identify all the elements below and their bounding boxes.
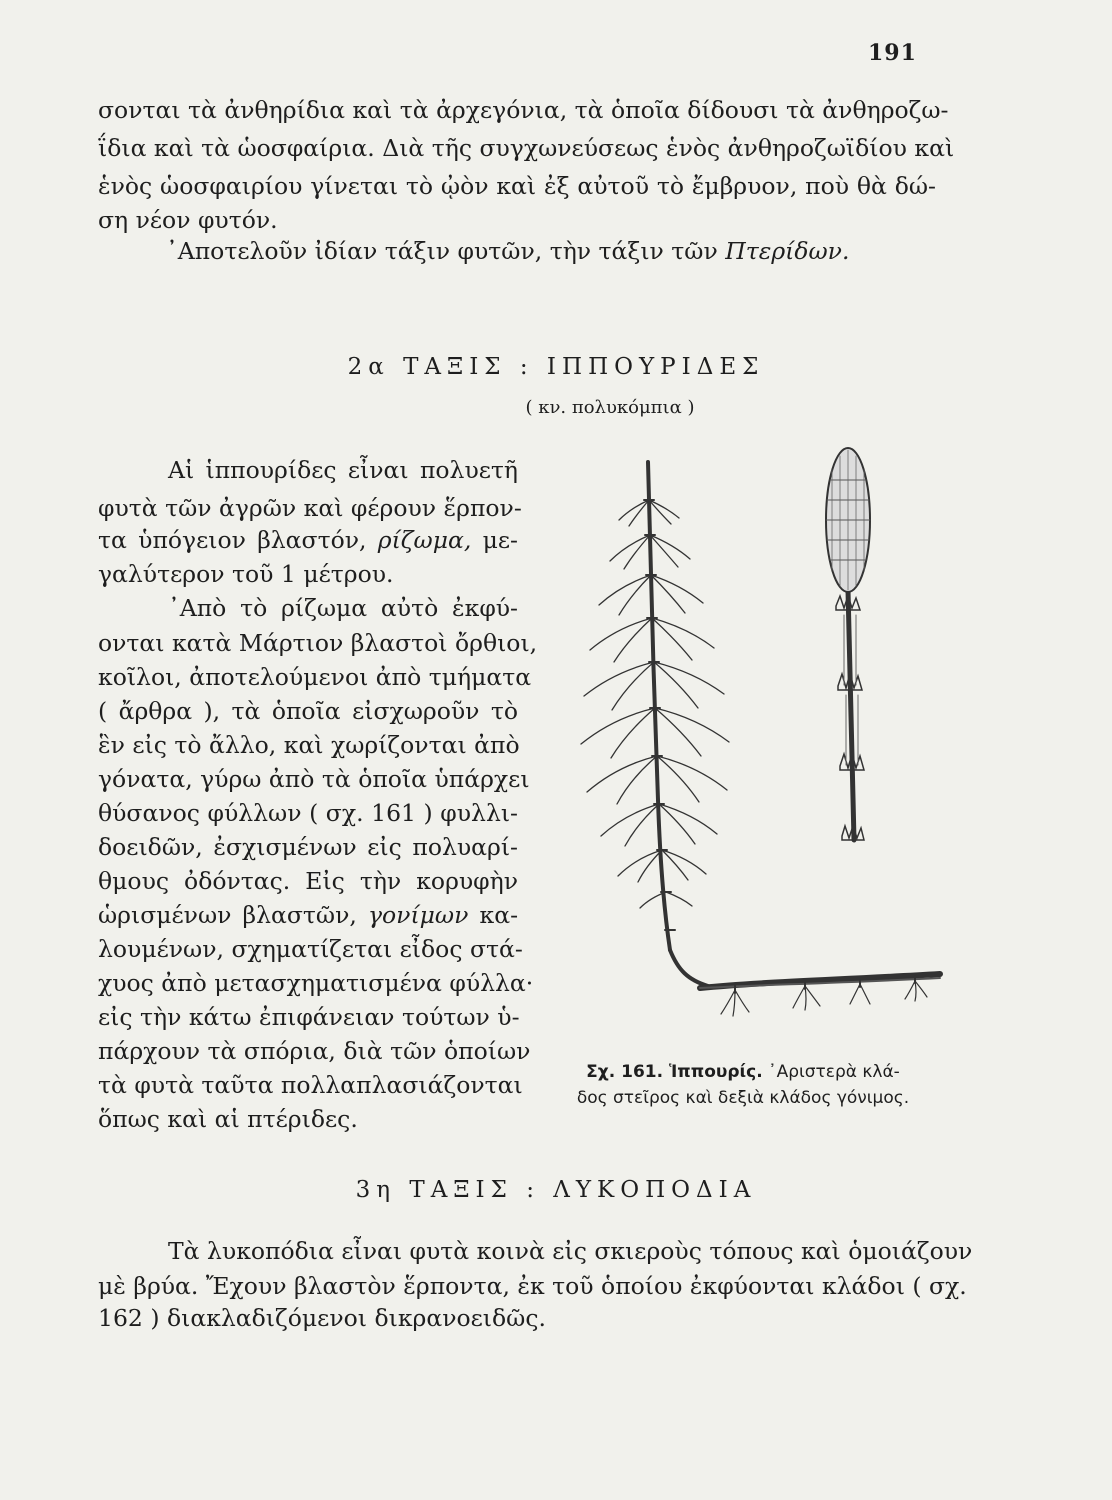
column-text: με- — [471, 526, 519, 554]
column-line: ονται κατὰ Μάρτιον βλαστοὶ ὄρθιοι, — [98, 629, 538, 657]
rhizome-italic: ρίζωμα, — [377, 526, 472, 554]
column-line: φυτὰ τῶν ἀγρῶν καὶ φέρουν ἕρπον- — [98, 494, 522, 522]
column-line: γόνατα, γύρω ἀπὸ τὰ ὁποῖα ὑπάρχει — [98, 765, 530, 793]
figure-label: Σχ. 161. Ἱππουρίς. — [586, 1062, 763, 1082]
column-line: ὅπως καὶ αἱ πτέριδες. — [98, 1105, 358, 1133]
column-line: ᾿Απὸ τὸ ρίζωμα αὐτὸ ἐκφύ- — [168, 594, 518, 622]
figure-caption-line-2: δος στεῖρος καὶ δεξιὰ κλάδος γόνιμος. — [576, 1088, 910, 1108]
section-3-heading: 3η ΤΑΞΙΣ : ΛΥΚΟΠΟΔΙΑ — [355, 1177, 757, 1203]
text-line: σονται τὰ ἀνθηρίδια καὶ τὰ ἀρχεγόνια, τὰ ὁποῖα δίδουσι τὰ ἀνθηροζω- — [98, 96, 949, 124]
pteris-italic: Πτερίδων. — [725, 237, 850, 265]
text-line: ΐδια καὶ τὰ ὡοσφαίρια. Διὰ τῆς συγχωνεύσεως ἑνὸς ἀνθηροζωϊδίου καὶ — [98, 134, 955, 162]
column-text: ὡρισμένων βλαστῶν, — [98, 901, 368, 929]
page-number: 191 — [868, 40, 917, 66]
text-line: ση νέον φυτόν. — [98, 206, 278, 234]
column-text: τα ὑπόγειον βλαστόν, — [98, 526, 378, 554]
column-line: θμους ὀδόντας. Εἰς τὴν κορυφὴν — [98, 867, 518, 895]
section-2-heading: 2α ΤΑΞΙΣ : ΙΠΠΟΥΡΙΔΕΣ — [347, 354, 765, 380]
column-line: χυος ἀπὸ μετασχηματισμένα φύλλα· — [98, 969, 534, 997]
text-line: 162 ) διακλαδιζόμενοι δικρανοειδῶς. — [98, 1304, 546, 1332]
horsetail-illustration — [560, 440, 950, 1020]
column-line: πάρχουν τὰ σπόρια, διὰ τῶν ὁποίων — [98, 1037, 531, 1065]
column-line — [98, 525, 518, 555]
text-line: μὲ βρύα. Ἔχουν βλαστὸν ἕρποντα, ἐκ τοῦ ὁποίου ἐκφύονται κλάδοι ( σχ. — [98, 1272, 967, 1300]
column-line: θύσανος φύλλων ( σχ. 161 ) φυλλι- — [98, 799, 518, 827]
pteris-line-text: ᾿Αποτελοῦν ἰδίαν τάξιν φυτῶν, τὴν τάξιν τῶν — [166, 237, 726, 265]
column-line: τὰ φυτὰ ταῦτα πολλαπλασιάζονται — [98, 1071, 523, 1099]
column-line: Αἱ ἱππουρίδες εἶναι πολυετῆ — [168, 456, 518, 484]
column-line: γαλύτερον τοῦ 1 μέτρου. — [98, 560, 394, 588]
column-line: δοειδῶν, ἐσχισμένων εἰς πολυαρί- — [98, 833, 518, 861]
text-line: ἑνὸς ὡοσφαιρίου γίνεται τὸ ᾠὸν καὶ ἐξ αὐτοῦ τὸ ἔμβρυον, ποὺ θὰ δώ- — [98, 172, 936, 200]
column-line: ( ἄρθρα ), τὰ ὁποῖα εἰσχωροῦν τὸ — [98, 697, 518, 725]
column-text: κα- — [468, 901, 519, 929]
column-line: λουμένων, σχηματίζεται εἶδος στά- — [98, 935, 523, 963]
figure-caption — [548, 1059, 938, 1085]
column-line: κοῖλοι, ἀποτελούμενοι ἀπὸ τμήματα — [98, 663, 532, 691]
pteris-line — [98, 236, 936, 266]
section-2-subheading: ( κν. πολυκόμπια ) — [525, 397, 695, 418]
caption-text: ᾿Αριστερὰ κλά- — [762, 1062, 900, 1082]
text-line: Τὰ λυκοπόδια εἶναι φυτὰ κοινὰ εἰς σκιεροὺς τόπους καὶ ὁμοιάζουν — [168, 1237, 973, 1265]
fertile-italic: γονίμων — [367, 901, 469, 929]
column-line: εἰς τὴν κάτω ἐπιφάνειαν τούτων ὑ- — [98, 1003, 520, 1031]
column-line — [98, 900, 518, 930]
column-line: ἓν εἰς τὸ ἄλλο, καὶ χωρίζονται ἀπὸ — [98, 731, 520, 759]
